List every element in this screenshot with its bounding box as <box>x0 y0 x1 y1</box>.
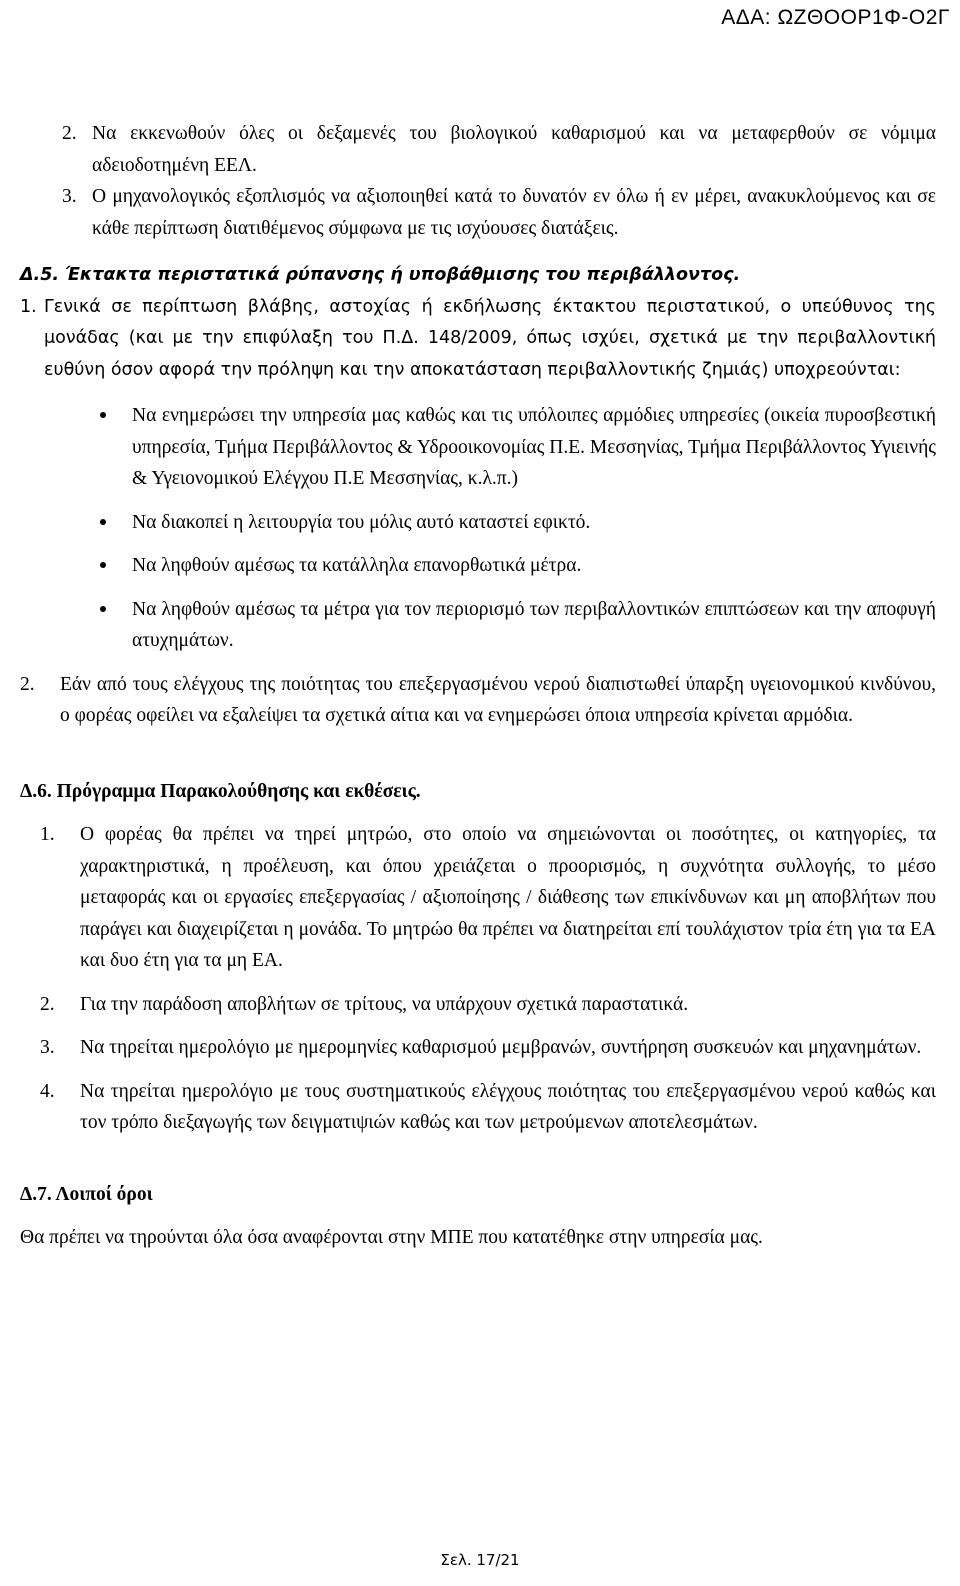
bullet-item <box>100 550 936 582</box>
d6-item <box>40 989 936 1021</box>
bullet-icon <box>100 550 132 582</box>
bullet-text: Να ληφθούν αμέσως τα κατάλληλα επανορθωτικά μέτρα. <box>132 555 582 576</box>
d7-paragraph: Θα πρέπει να τηρούνται όλα όσα αναφέρονται στην ΜΠΕ που κατατέθηκε στην υπηρεσία μας. <box>20 1227 763 1248</box>
bullet-icon <box>100 400 132 495</box>
list-number: 2. <box>62 123 77 144</box>
bullet-icon <box>100 507 132 539</box>
list-text: Εάν από τους ελέγχους της ποιότητας του επεξεργασμένου νερού διαπιστωθεί ύπαρξη υγειονομικού κινδύνου, ο φορέας οφείλει να εξαλείψει τα σχετικά αίτια και να ενημερώσει όποια υπηρεσία κρίνεται αρμόδια. <box>60 673 936 726</box>
d5-item-2 <box>20 669 936 732</box>
list-number: 1. <box>40 824 55 845</box>
list-text: Να τηρείται ημερολόγιο με ημερομηνίες καθαρισμού μεμβρανών, συντήρηση συσκευών και μηχανημάτων. <box>80 1037 922 1058</box>
ada-code: ΑΔΑ: ΩΖΘΟΟΡ1Φ-Ο2Γ <box>721 6 950 29</box>
list-item-3 <box>62 181 936 244</box>
list-number: 1. <box>20 296 37 317</box>
bullet-item <box>100 594 936 657</box>
list-item-2 <box>62 118 936 181</box>
list-text: Να εκκενωθούν όλες οι δεξαμενές του βιολογικού καθαρισμού και να μεταφερθούν σε νόμιμα αδειοδοτημένη ΕΕΛ. <box>92 123 936 176</box>
list-number: 3. <box>62 186 77 207</box>
list-number: 3. <box>40 1037 55 1058</box>
list-text: Να τηρείται ημερολόγιο με τους συστηματικούς ελέγχους ποιότητας του επεξεργασμένου νερού καθώς και τον τρόπο διεξαγωγής των δειγματιψιών καθώς και των μετρούμενων αποτελεσμάτων. <box>80 1080 936 1133</box>
d6-list <box>40 819 936 1139</box>
list-text: Ο μηχανολογικός εξοπλισμός να αξιοποιηθεί κατά το δυνατόν εν όλω ή εν μέρει, ανακυκλούμενος και σε κάθε περίπτωση διατιθέμενος σύμφωνα με τις ισχύουσες διατάξεις. <box>92 186 936 239</box>
bullet-text: Να ενημερώσει την υπηρεσία μας καθώς και τις υπόλοιπες αρμόδιες υπηρεσίες (οικεία πυροσβεστική υπηρεσία, Τμήμα Περιβάλλοντος & Υδροοικονομίας Π.Ε. Μεσσηνίας, Τμήμα Περιβάλλοντος Υγιεινής & Υγειονομικού Ελέγχου Π.Ε Μεσσηνίας, κ.λ.π.) <box>132 405 936 489</box>
d6-item <box>40 1076 936 1139</box>
bullet-text: Να διακοπεί η λειτουργία του μόλις αυτό καταστεί εφικτό. <box>132 511 591 533</box>
list-text: Γενικά σε περίπτωση βλάβης, αστοχίας ή εκδήλωσης έκτακτου περιστατικού, ο υπεύθυνος της μονάδας (και με την επιφύλαξη του Π.Δ. 148/2009, όπως ισχύει, σχετικά με την περιβαλλοντική ευθύνη όσον αφορά την πρόληψη και την αποκατάσταση περιβαλλοντικής ζημιάς) υποχρεούνται: <box>44 296 936 380</box>
list-number: 2. <box>40 993 55 1015</box>
list-text: Ο φορέας θα πρέπει να τηρεί μητρώο, στο οποίο να σημειώνονται οι ποσότητες, οι κατηγορίες, τα χαρακτηριστικά, η προέλευση, και όπου χρειάζεται ο προορισμός, η συχνότητα συλλογής, το μέσο μεταφοράς και οι εργασίες επεξεργασίας / αξιοποίησης / διάθεσης των επικίνδυνων και μη αποβλήτων που παράγει και διαχειρίζεται η μονάδα. Το μητρώο θα πρέπει να διατηρείται επί τουλάχιστον τρία έτη για τα ΕΑ και δυο έτη για τα μη ΕΑ. <box>80 824 936 971</box>
bullet-item <box>100 400 936 495</box>
d5-item-1 <box>20 292 936 387</box>
section-heading-d6: Δ.6. Πρόγραμμα Παρακολούθησης και εκθέσεις. <box>20 780 421 802</box>
section-heading-d5: Δ.5. Έκτακτα περιστατικά ρύπανσης ή υποβάθμισης του περιβάλλοντος. <box>20 265 741 285</box>
list-number: 2. <box>20 673 35 695</box>
bullet-icon <box>100 594 132 657</box>
bullet-list <box>100 400 936 657</box>
d6-item <box>40 819 936 977</box>
list-number: 4. <box>40 1080 55 1102</box>
section-heading-d7: Δ.7. Λοιποί όροι <box>20 1183 153 1205</box>
page-number: Σελ. 17/21 <box>440 1551 520 1569</box>
bullet-item <box>100 507 936 539</box>
list-text: Για την παράδοση αποβλήτων σε τρίτους, να υπάρχουν σχετικά παραστατικά. <box>80 993 689 1015</box>
d6-item <box>40 1032 936 1064</box>
bullet-text: Να ληφθούν αμέσως τα μέτρα για τον περιορισμό των περιβαλλοντικών επιπτώσεων και την αποφυγή ατυχημάτων. <box>132 598 936 651</box>
document-page <box>20 118 936 1254</box>
